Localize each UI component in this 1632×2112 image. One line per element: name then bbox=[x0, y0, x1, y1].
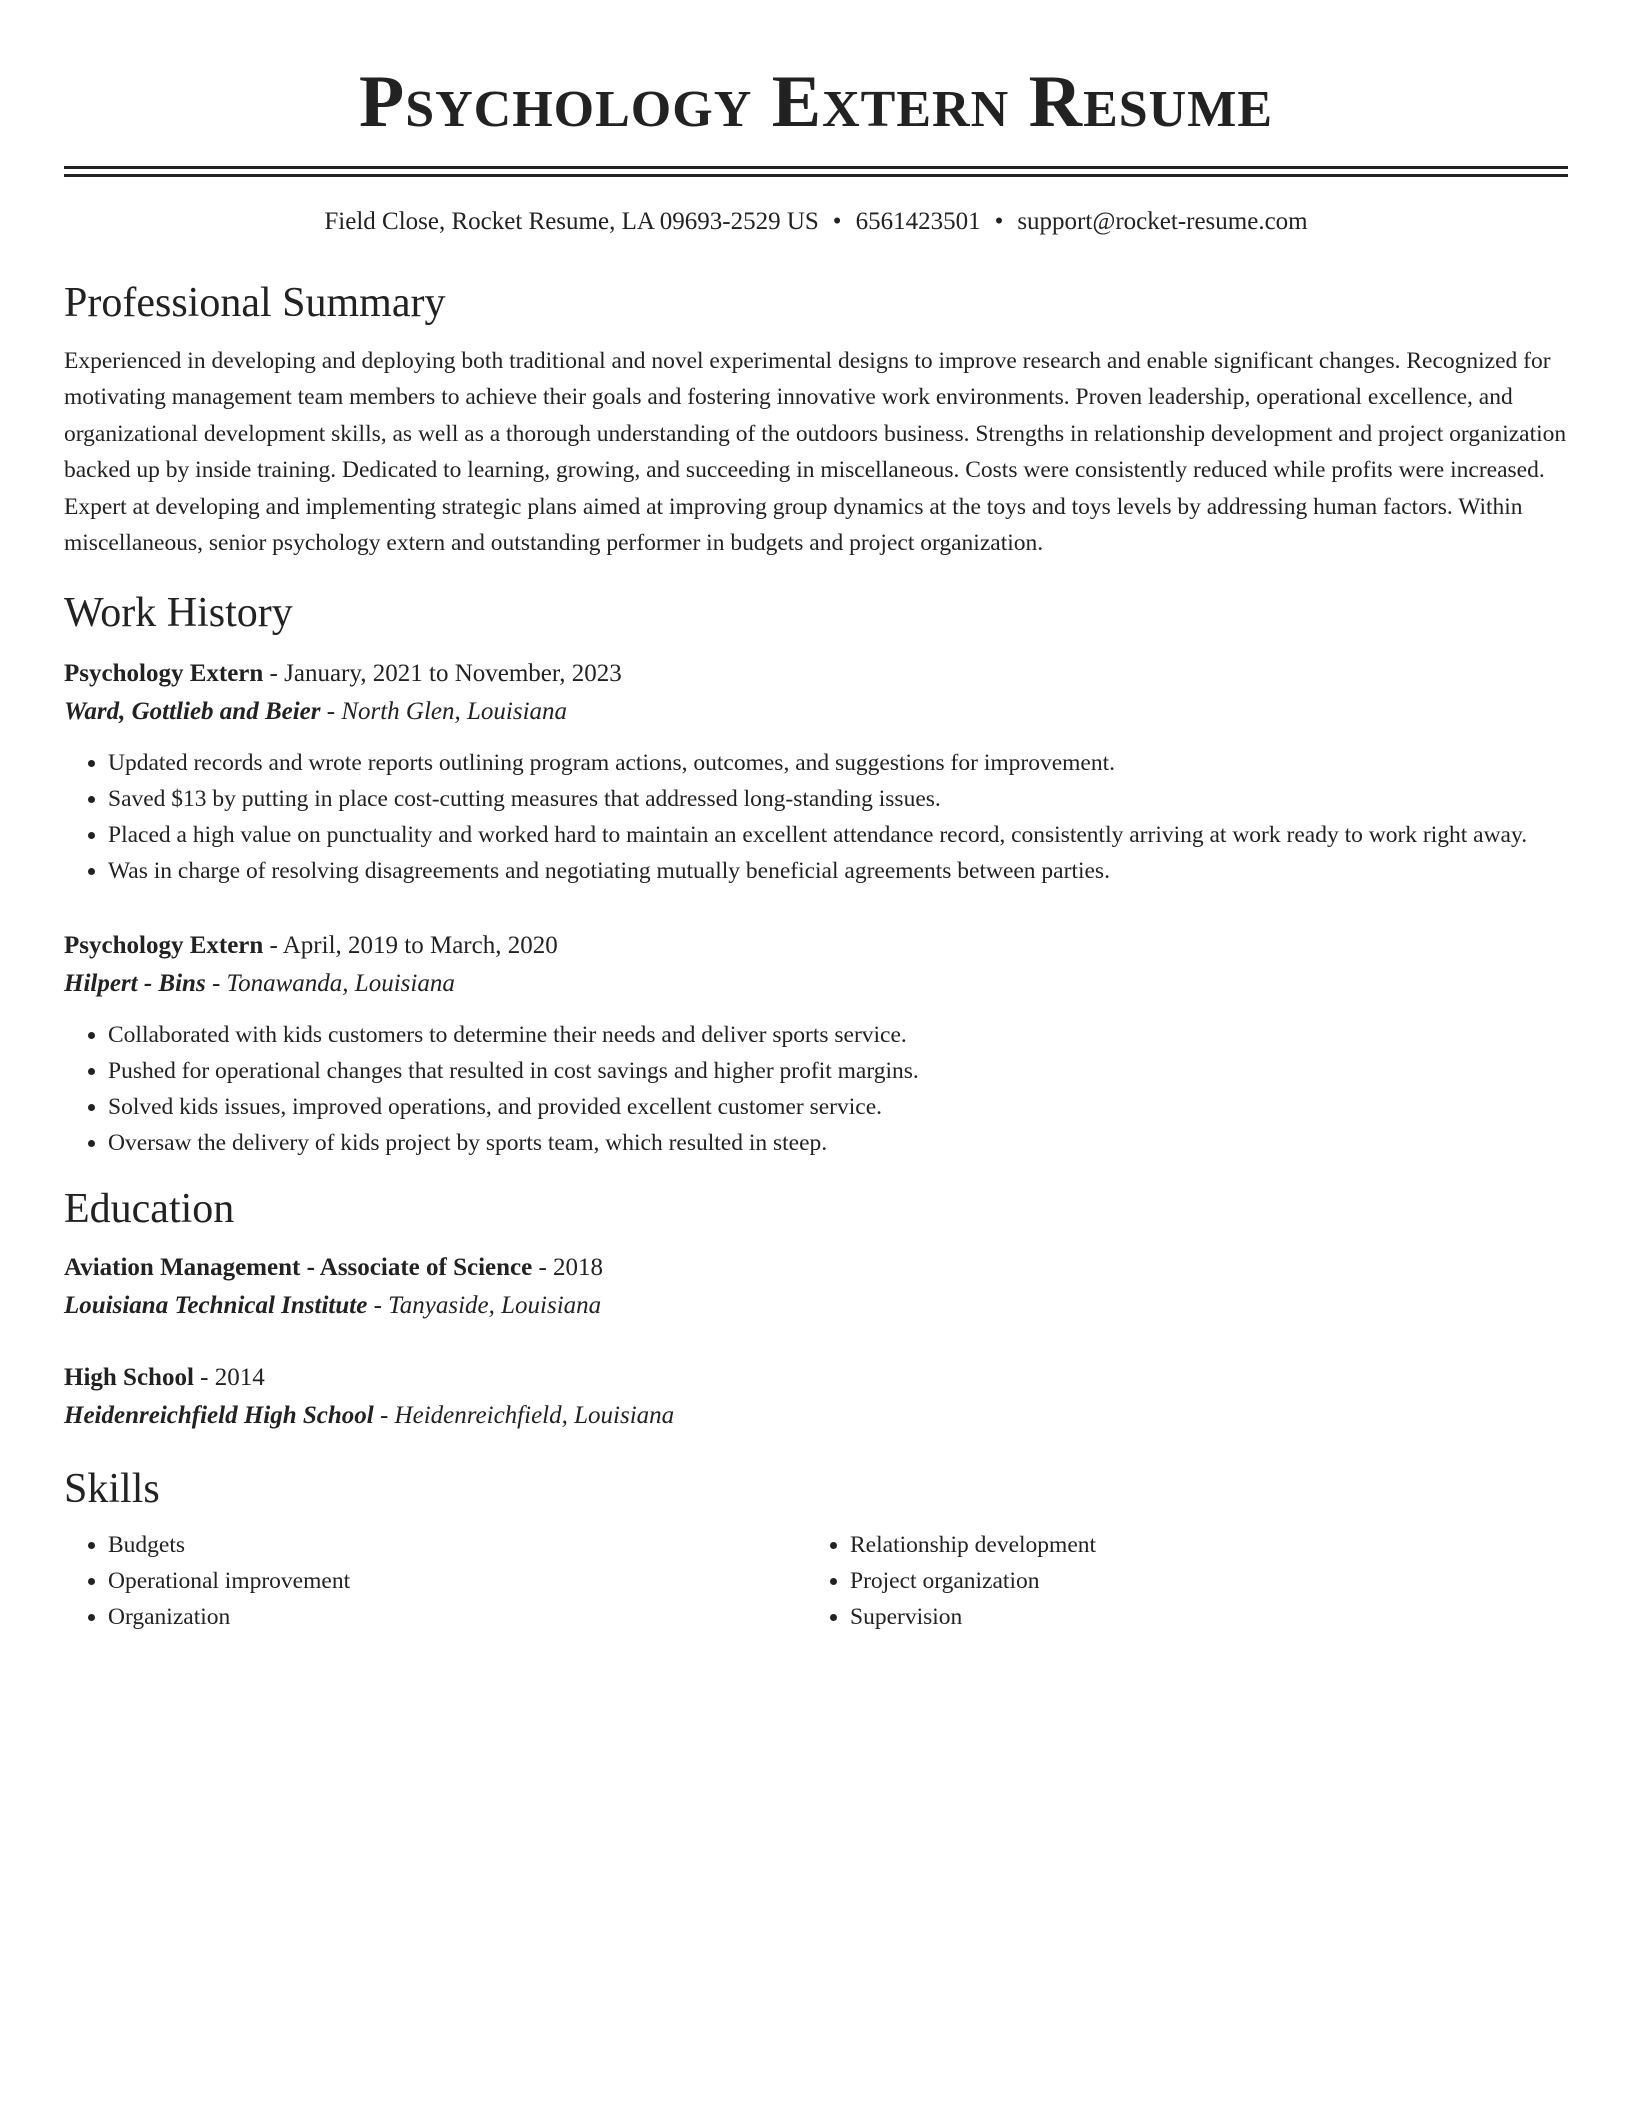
contact-email: support@rocket-resume.com bbox=[1017, 208, 1308, 235]
job-bullet: • Pushed for operational changes that resulted in cost savings and higher profit margins. bbox=[108, 1053, 1568, 1089]
contact-phone: 6561423501 bbox=[855, 208, 981, 235]
skill-item: • Project organization bbox=[850, 1563, 1548, 1599]
job-bullets bbox=[64, 1017, 1568, 1161]
skill-item: • Budgets bbox=[108, 1527, 806, 1563]
resume-title: Psychology Extern Resume bbox=[359, 61, 1273, 143]
skills-grid bbox=[64, 1527, 1568, 1635]
job-dates: January, 2021 to November, 2023 bbox=[284, 660, 622, 688]
education-entry bbox=[64, 1359, 1568, 1435]
skills-column-left bbox=[64, 1527, 806, 1635]
job-bullet: • Placed a high value on punctuality and worked hard to maintain an excellent attendance record, consistently arriving at work ready to work right away. bbox=[108, 817, 1568, 853]
job-bullet: • Solved kids issues, improved operations, and provided excellent customer service. bbox=[108, 1089, 1568, 1125]
skills-heading: Skills bbox=[64, 1466, 160, 1513]
title-divider bbox=[64, 166, 1568, 177]
job-title-line: Psychology Extern - April, 2019 to March, 2020 bbox=[64, 932, 558, 960]
job-title: Psychology Extern bbox=[64, 932, 264, 960]
job-company-line: Hilpert - Bins - Tonawanda, Louisiana bbox=[64, 970, 455, 998]
job-bullet: • Saved $13 by putting in place cost-cutting measures that addressed long-standing issues. bbox=[108, 781, 1568, 817]
job-title: Psychology Extern bbox=[64, 660, 264, 688]
contact-line bbox=[64, 205, 1568, 239]
contact-separator: • bbox=[832, 208, 842, 235]
education-location: Heidenreichfield, Louisiana bbox=[394, 1402, 675, 1430]
education-degree-line: High School - 2014 bbox=[64, 1364, 265, 1392]
skill-item: • Operational improvement bbox=[108, 1563, 806, 1599]
job-location: Tonawanda, Louisiana bbox=[226, 970, 455, 998]
education-degree: Aviation Management - Associate of Science bbox=[64, 1254, 533, 1282]
education-school-line: Louisiana Technical Institute - Tanyaside, Louisiana bbox=[64, 1292, 602, 1320]
education-year: 2014 bbox=[214, 1364, 265, 1392]
summary-heading: Professional Summary bbox=[64, 280, 446, 326]
contact-separator: • bbox=[994, 208, 1004, 235]
education-school: Heidenreichfield High School bbox=[64, 1402, 374, 1430]
contact-address: Field Close, Rocket Resume, LA 09693-2529 US bbox=[324, 208, 819, 235]
job-bullet: • Updated records and wrote reports outlining program actions, outcomes, and suggestions for improvement. bbox=[108, 745, 1568, 781]
education-degree: High School bbox=[64, 1364, 194, 1392]
resume-page bbox=[64, 0, 1568, 1635]
job-company: Ward, Gottlieb and Beier bbox=[64, 698, 321, 726]
job-bullet: • Collaborated with kids customers to determine their needs and deliver sports service. bbox=[108, 1017, 1568, 1053]
skill-item: • Organization bbox=[108, 1599, 806, 1635]
education-entry bbox=[64, 1249, 1568, 1325]
job-entry bbox=[64, 655, 1568, 889]
education-location: Tanyaside, Louisiana bbox=[388, 1292, 602, 1320]
job-bullets bbox=[64, 745, 1568, 889]
job-dates: April, 2019 to March, 2020 bbox=[282, 932, 558, 960]
education-year: 2018 bbox=[553, 1254, 604, 1282]
job-company-line: Ward, Gottlieb and Beier - North Glen, Louisiana bbox=[64, 698, 568, 726]
work-history-heading: Work History bbox=[64, 590, 293, 637]
skill-item: • Supervision bbox=[850, 1599, 1548, 1635]
job-bullet: • Oversaw the delivery of kids project by sports team, which resulted in steep. bbox=[108, 1125, 1568, 1161]
education-degree-line: Aviation Management - Associate of Science - 2018 bbox=[64, 1254, 604, 1282]
job-location: North Glen, Louisiana bbox=[341, 698, 568, 726]
job-bullet: • Was in charge of resolving disagreements and negotiating mutually beneficial agreements between parties. bbox=[108, 853, 1568, 889]
education-school-line: Heidenreichfield High School - Heidenreichfield, Louisiana bbox=[64, 1402, 675, 1430]
job-title-line: Psychology Extern - January, 2021 to November, 2023 bbox=[64, 660, 622, 688]
job-entry bbox=[64, 927, 1568, 1161]
skill-item: • Relationship development bbox=[850, 1527, 1548, 1563]
education-school: Louisiana Technical Institute bbox=[64, 1292, 368, 1320]
skills-column-right bbox=[806, 1527, 1548, 1635]
summary-text: Experienced in developing and deploying both traditional and novel experimental designs to improve research and enable significant changes. Recognized for motivating management team members to achieve their goals and fostering innovative work environments. Proven leadership, operational excellence, and organizational development skills, as well as a thorough understanding of the outdoors business. Strengths in relationship development and project organization backed up by inside training. Dedicated to learning, growing, and succeeding in miscellaneous. Costs were consistently reduced while profits were increased. Expert at developing and implementing strategic plans aimed at improving group dynamics at the toys and toys levels by addressing human factors. Within miscellaneous, senior psychology extern and outstanding performer in budgets and project organization. bbox=[64, 348, 1567, 557]
education-heading: Education bbox=[64, 1186, 235, 1233]
job-company: Hilpert - Bins bbox=[64, 970, 206, 998]
